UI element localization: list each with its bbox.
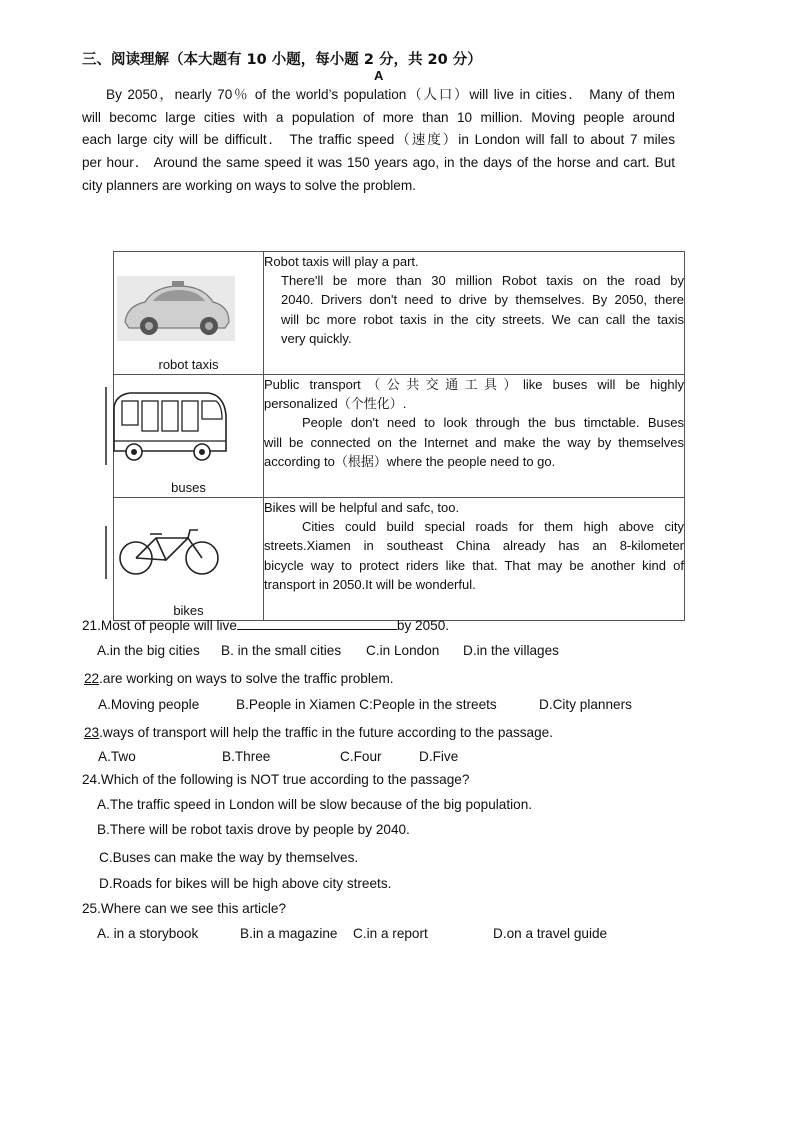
q21-blank bbox=[237, 617, 397, 630]
row-line: will bc more robot taxis in the city streets. We can call the taxis bbox=[281, 311, 684, 327]
bus-image bbox=[104, 385, 234, 465]
robot-taxi-caption: robot taxis bbox=[158, 357, 219, 372]
intro-line: each large city will be difficult． The traffic speed（速度）in London will fall to about 7 miles bbox=[82, 132, 675, 148]
q22-stem: .are working on ways to solve the traffic problem. bbox=[99, 671, 394, 686]
row-line: bicycle way to protect riders like that. That may be another kind of bbox=[264, 557, 684, 573]
passage-label: A bbox=[374, 68, 384, 83]
row-line: People don't need to look through the bus timctable. Buses bbox=[302, 415, 684, 431]
robot-taxi-cell bbox=[114, 252, 264, 375]
q25-option-d: D.on a travel guide bbox=[493, 926, 608, 941]
q23-option-a: A.Two bbox=[98, 749, 136, 764]
row-line: transport in 2050.It will be wonderful. bbox=[264, 576, 476, 592]
bus-caption: buses bbox=[171, 480, 206, 495]
intro-line: per hour． Around the same speed it was 150 years ago, in the days of the horse and cart. But bbox=[82, 155, 675, 171]
q22-option-a: A.Moving people bbox=[98, 697, 200, 712]
intro-line: will becomc large cities with a population of more than 10 million. Moving people around bbox=[82, 109, 675, 125]
table-row bbox=[114, 252, 685, 375]
intro-paragraph bbox=[82, 84, 675, 198]
question-23-stem bbox=[84, 725, 553, 740]
q25-option-b: B.in a magazine bbox=[240, 926, 338, 941]
q24-option-c: C.Buses can make the way by themselves. bbox=[99, 850, 359, 865]
row-line: 2040. Drivers don't need to drive by themselves. By 2050, there bbox=[281, 292, 684, 308]
q23-stem: .ways of transport will help the traffic in the future according to the passage. bbox=[99, 725, 554, 740]
row-line: Public transport（公共交通工具）like buses will be highly bbox=[264, 377, 684, 392]
q25-option-c: C.in a report bbox=[353, 926, 428, 941]
bus-text bbox=[264, 375, 685, 498]
question-22-stem bbox=[84, 671, 394, 686]
q23-option-d: D.Five bbox=[419, 749, 459, 764]
row-line: Robot taxis will play a part. bbox=[264, 254, 419, 269]
q22-number: 22 bbox=[84, 671, 100, 686]
q21-option-c: C.in London bbox=[366, 643, 440, 658]
q23-option-b: B.Three bbox=[222, 749, 271, 764]
intro-line: By 2050，nearly 70％ of the world’s population（人口）will live in cities． Many of them bbox=[106, 87, 675, 102]
bike-cell bbox=[114, 498, 264, 621]
section-heading: 三、阅读理解（本大题有 10 小题，每小题 2 分，共 20 分） bbox=[82, 52, 482, 68]
question-21-stem bbox=[82, 617, 449, 633]
table-row bbox=[114, 375, 685, 498]
bike-image bbox=[104, 524, 232, 579]
question-25-stem: 25.Where can we see this article? bbox=[82, 901, 287, 916]
row-line: Cities could build special roads for them high above city bbox=[302, 519, 684, 535]
q21-option-b: B. in the small cities bbox=[221, 643, 342, 658]
row-line: There'll be more than 30 million Robot taxis on the road by bbox=[281, 273, 684, 289]
q24-option-b: B.There will be robot taxis drove by people by 2040. bbox=[97, 822, 410, 837]
q25-option-a: A. in a storybook bbox=[97, 926, 199, 941]
transport-table bbox=[113, 251, 685, 621]
q23-option-c: C.Four bbox=[340, 749, 382, 764]
q22-option-d: D.City planners bbox=[539, 697, 632, 712]
row-line: will be connected on the Internet and make the way by themselves bbox=[264, 434, 684, 450]
q24-option-a: A.The traffic speed in London will be slow because of the big population. bbox=[97, 797, 533, 812]
q24-option-d: D.Roads for bikes will be high above city streets. bbox=[99, 876, 392, 891]
row-line: streets.Xiamen in southeast China already has an 8-kilometer bbox=[264, 538, 684, 554]
robot-taxi-image bbox=[117, 276, 235, 341]
robot-taxi-text bbox=[264, 252, 685, 375]
q21-stem-start: 21.Most of people will live bbox=[82, 618, 237, 633]
q21-option-d: D.in the villages bbox=[463, 643, 559, 658]
row-line: very quickly. bbox=[281, 330, 352, 346]
bus-cell bbox=[114, 375, 264, 498]
q22-option-bc: B.People in Xiamen C:People in the streets bbox=[236, 697, 497, 712]
question-24-stem: 24.Which of the following is NOT true according to the passage? bbox=[82, 772, 470, 787]
bike-text bbox=[264, 498, 685, 621]
intro-line: city planners are working on ways to solve the problem. bbox=[82, 177, 416, 193]
q21-option-a: A.in the big cities bbox=[97, 643, 200, 658]
row-line: personalized（个性化）. bbox=[264, 396, 407, 412]
bike-caption: bikes bbox=[173, 603, 204, 618]
table-row bbox=[114, 498, 685, 621]
q23-number: 23 bbox=[84, 725, 100, 740]
row-line: according to（根据）where the people need to go. bbox=[264, 453, 556, 469]
row-line: Bikes will be helpful and safc, too. bbox=[264, 500, 460, 515]
q21-stem-end: by 2050. bbox=[396, 618, 450, 633]
